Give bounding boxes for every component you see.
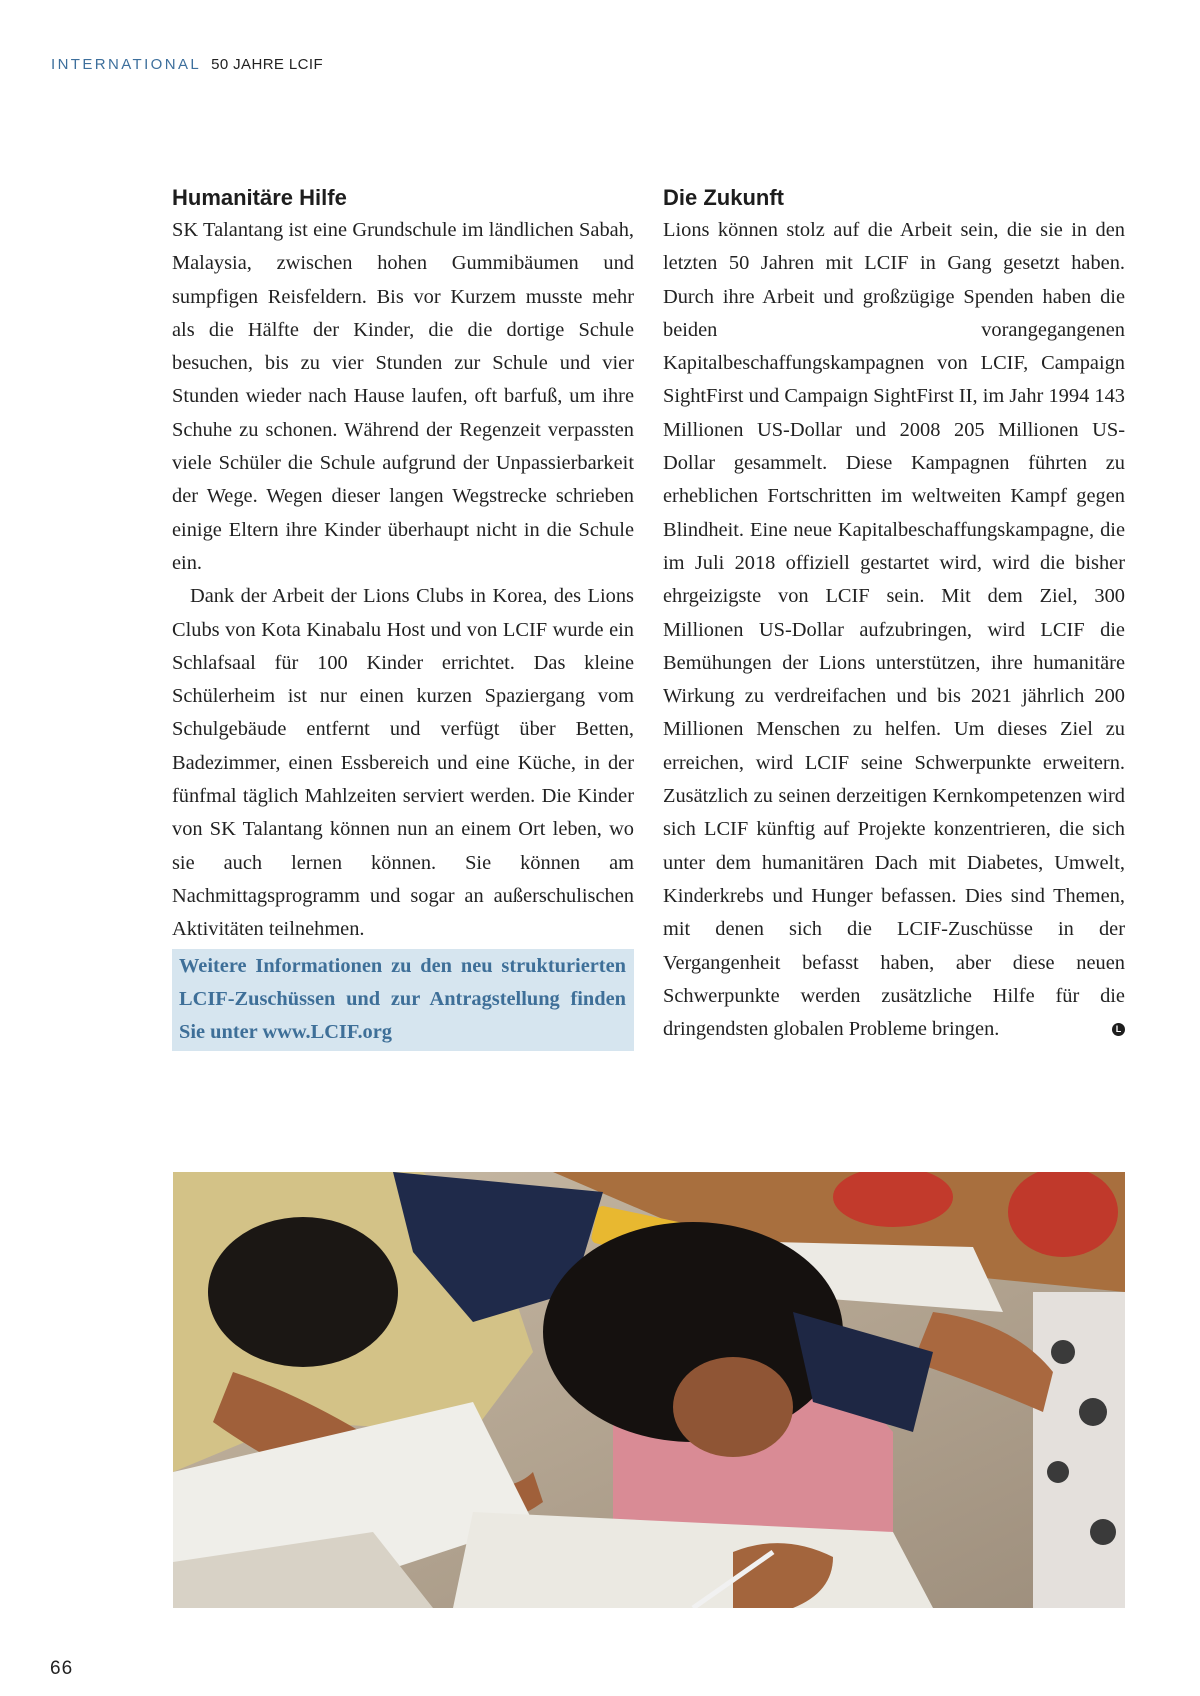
- info-box: Weitere Informationen zu den neu strukturierten LCIF-Zuschüssen und zur Antragstellung finden Sie unter www.LCIF.org: [172, 949, 634, 1051]
- left-paragraph-1: SK Talantang ist eine Grundschule im ländlichen Sabah, Malaysia, zwischen hohen Gummibäumen und sumpfigen Reisfeldern. Bis vor Kurzem musste mehr als die Hälfte der Kinder, die die dortige Schule besuchen, bis zu vier Stunden zur Schule und vier Stunden wieder nach Hause laufen, oft barfuß, um ihre Schuhe zu schonen. Während der Regenzeit verpassten viele Schüler die Schule aufgrund der Unpassierbarkeit der Wege. Wegen dieser langen Wegstrecke schrieben einige Eltern ihre Kinder überhaupt nicht in die Schule ein.: [172, 219, 634, 574]
- right-paragraph: [663, 214, 1125, 1046]
- photo-illustration: [173, 1172, 1125, 1608]
- page-number: 66: [50, 1658, 74, 1679]
- right-heading: Die Zukunft: [663, 185, 784, 210]
- photo-students-writing: [173, 1172, 1125, 1608]
- section-label: INTERNATIONAL: [51, 56, 202, 73]
- left-body: [172, 214, 634, 947]
- running-head: [51, 56, 323, 73]
- left-column: [172, 184, 634, 1051]
- right-paragraph-text: Lions können stolz auf die Arbeit sein, die sie in den letzten 50 Jahren mit LCIF in Gang gesetzt haben. Durch ihre Arbeit und großzügige Spenden haben die beiden vorangegangenen Kapitalbeschaffungskampagnen von LCIF, Campaign SightFirst und Campaign SightFirst II, im Jahr 1994 143 Millionen US-Dollar und 2008 205 Millionen US-Dollar gesammelt. Diese Kampagnen führten zu erheblichen Fortschritten im weltweiten Kampf gegen Blindheit. Eine neue Kapitalbeschaffungskampagne, die im Juli 2018 offiziell gestartet wird, wird die bisher ehrgeizigste von LCIF sein. Mit dem Ziel, 300 Millionen US-Dollar aufzubringen, wird LCIF die Bemühungen der Lions unterstützen, ihre humanitäre Wirkung zu verdreifachen und bis 2021 jährlich 200 Millionen Menschen zu helfen. Um dieses Ziel zu erreichen, wird LCIF seine Schwerpunkte erweitern. Zusätzlich zu seinen derzeitigen Kernkompetenzen wird sich LCIF künftig auf Projekte konzentrieren, die sich unter dem humanitären Dach mit Diabetes, Umwelt, Kinderkrebs und Hunger befassen. Dies sind Themen, mit denen sich die LCIF-Zuschüsse in der Vergangenheit befasst haben, aber diese neuen Schwerpunkte werden zusätzliche Hilfe für die dringendsten globalen Probleme bringen.: [663, 219, 1125, 1041]
- left-paragraph-2: Dank der Arbeit der Lions Clubs in Korea, des Lions Clubs von Kota Kinabalu Host und von LCIF wurde ein Schlafsaal für 100 Kinder errichtet. Das kleine Schülerheim ist nur einen kurzen Spaziergang vom Schulgebäude entfernt und verfügt über Betten, Badezimmer, einen Essbereich und eine Küche, in der fünfmal täglich Mahlzeiten serviert werden. Die Kinder von SK Talantang können nun an einem Ort leben, wo sie auch lernen können. Sie können am Nachmittagsprogramm und sogar an außerschulischen Aktivitäten teilnehmen.: [172, 585, 634, 941]
- left-heading: Humanitäre Hilfe: [172, 185, 347, 210]
- topic-label: 50 JAHRE LCIF: [211, 56, 324, 73]
- lions-end-mark-icon: L: [1112, 1023, 1125, 1036]
- right-column: [663, 184, 1125, 1046]
- right-body: [663, 214, 1125, 1046]
